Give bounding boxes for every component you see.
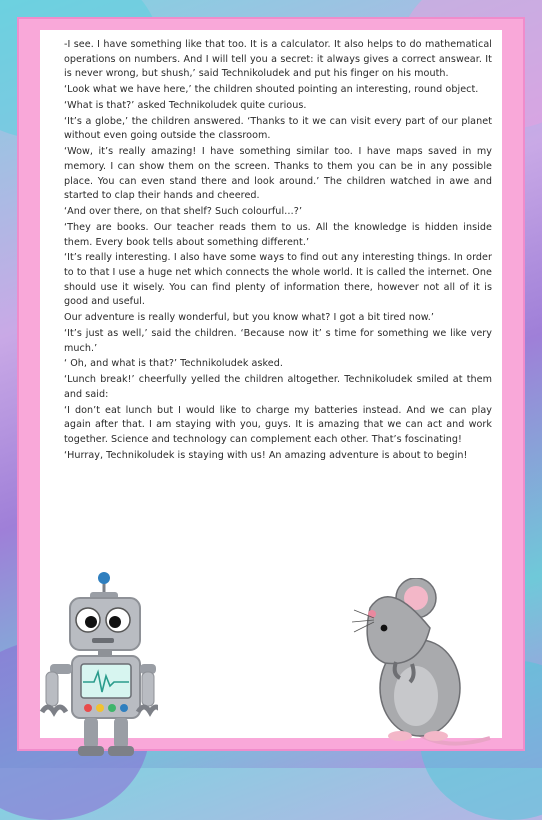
paragraph: ‘Look what we have here,’ the children shouted pointing an interesting, round object.: [64, 84, 479, 96]
paragraph: ‘It’s really interesting. I also have some ways to find out any interesting things. In order to to that I use a huge net which connects the whole world. It is called the internet. One should use it wisely. You can find plenty of information there, however not all of it is good and useful.: [64, 252, 492, 308]
paragraph: ‘Wow, it’s really amazing! I have something similar too. I have maps saved in my memory. I can show them on the screen. Thanks to them you can be in any possible place. You can even stand there and look around.’ The children watched in awe and started to clap their hands and cheered.: [64, 146, 492, 202]
story-text: [64, 38, 492, 465]
paragraph: ‘Lunch break!’ cheerfully yelled the children altogether. Technikoludek smiled at them and said:: [64, 374, 492, 400]
paragraph: ‘What is that?’ asked Technikoludek quite curious.: [64, 99, 307, 111]
paragraph: ‘They are books. Our teacher reads them to us. All the knowledge is hidden inside them. Every book tells about something different.’: [64, 221, 492, 248]
paragraph: ‘I don’t eat lunch but I would like to charge my batteries instead. And we can play again after that. I am staying with you, guys. It is amazing that we can act and work together. Science and technology can complement each other. That’s foscinating!: [64, 404, 492, 445]
paragraph: ‘ Oh, and what is that?’ Technikoludek asked.: [64, 358, 283, 370]
mouse-illustration: [350, 578, 500, 748]
paragraph: ‘It’s just as well,’ said the children. ‘Because now it’ s time for something we like very much.’: [64, 327, 492, 354]
paragraph: ‘And over there, on that shelf? Such colourful…?’: [64, 206, 303, 218]
paragraph: Our adventure is really wonderful, but you know what? I got a bit tired now.’: [64, 312, 435, 324]
paragraph: ‘It’s a globe,’ the children answered. ‘Thanks to it we can visit every part of our planet without even going outside the classroom.: [64, 115, 492, 142]
paragraph: -I see. I have something like that too. It is a calculator. It also helps to do mathematical operations on numbers. And I will tell you a secret: it always gives a correct answear. It is never wrong, but shush,’ said Technikoludek and put his finger on his mouth.: [64, 39, 492, 80]
paragraph: ‘Hurray, Technikoludek is staying with us! An amazing adventure is about to begin!: [64, 449, 468, 461]
robot-illustration: [28, 572, 158, 762]
